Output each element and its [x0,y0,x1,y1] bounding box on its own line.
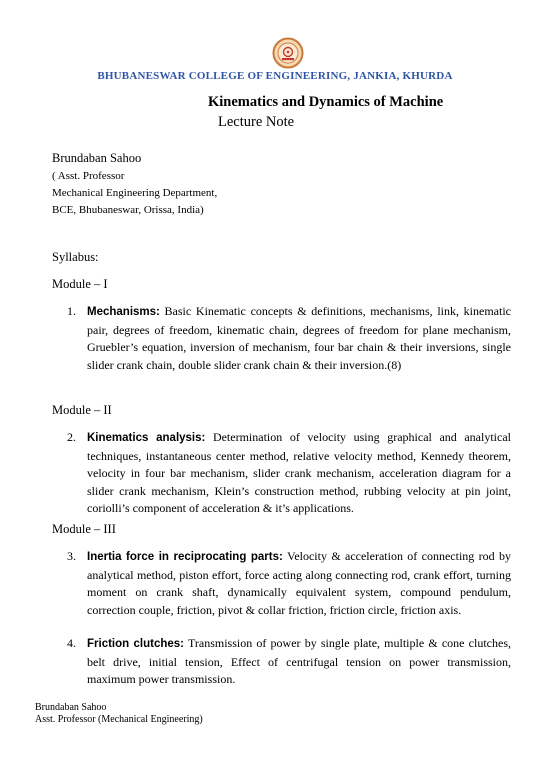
item-number: 3. [67,549,76,563]
author-line: BCE, Bhubaneswar, Orissa, India) [52,204,204,216]
module-heading: Module – I [52,277,108,291]
syllabus-item [52,635,511,689]
item-number: 4. [67,636,76,650]
syllabus-item [52,303,511,374]
item-description: Transmission of power by single plate, multiple & cone clutches, belt drive, initial tension, Effect of centrifugal tension on power transmission, maximum power transmission. [87,636,511,686]
syllabus-item [52,429,511,518]
footer-name: Brundaban Sahoo [35,702,107,713]
author-name: Brundaban Sahoo [52,151,142,165]
college-name: BHUBANESWAR COLLEGE OF ENGINEERING, JANKIA, KHURDA [97,70,453,82]
item-number: 1. [67,304,76,318]
document-subtitle: Lecture Note [218,114,295,130]
item-term: Friction clutches: [87,638,185,650]
module-heading: Module – II [52,403,112,417]
item-description: Basic Kinematic concepts & definitions, mechanisms, link, kinematic pair, degrees of freedom, kinematic chain, degrees of freedom for plane mechanism, Gruebler’s equation, inversion of mechanism, four bar chain & their inversions, single slider crank chain, double slider crank chain & their inversion.(8) [87,304,511,372]
item-term: Kinematics analysis: [87,432,206,444]
college-seal-logo [272,37,304,69]
author-block [52,150,217,219]
syllabus-item [52,548,511,619]
author-line: ( Asst. Professor [52,170,125,182]
page-footer [35,702,203,726]
document-title: Kinematics and Dynamics of Machine [208,94,444,110]
author-line: Mechanical Engineering Department, [52,187,218,199]
item-description: Determination of velocity using graphical and analytical techniques, instantaneous center method, relative velocity method, Kennedy theorem, velocity in four bar mechanism, slider crank mechanism, acceleration diagram for a slider crank mechanism, Klein’s construction method, rubbing velocity at pin joint, coriolli’s component of acceleration & it’s applications. [87,430,511,515]
item-description: Velocity & acceleration of connecting rod by analytical method, piston effort, force acting along connecting rod, crank effort, turning moment on crank shaft, dynamically equivalent system, compound pendulum, correction couple, friction, pivot & collar friction, friction circle, friction axis. [87,549,512,617]
syllabus-label: Syllabus: [52,250,99,264]
module-heading: Module – III [52,522,116,536]
item-number: 2. [67,430,76,444]
item-term: Mechanisms: [87,306,160,318]
footer-role: Asst. Professor (Mechanical Engineering) [35,714,203,725]
item-term: Inertia force in reciprocating parts: [87,551,283,563]
